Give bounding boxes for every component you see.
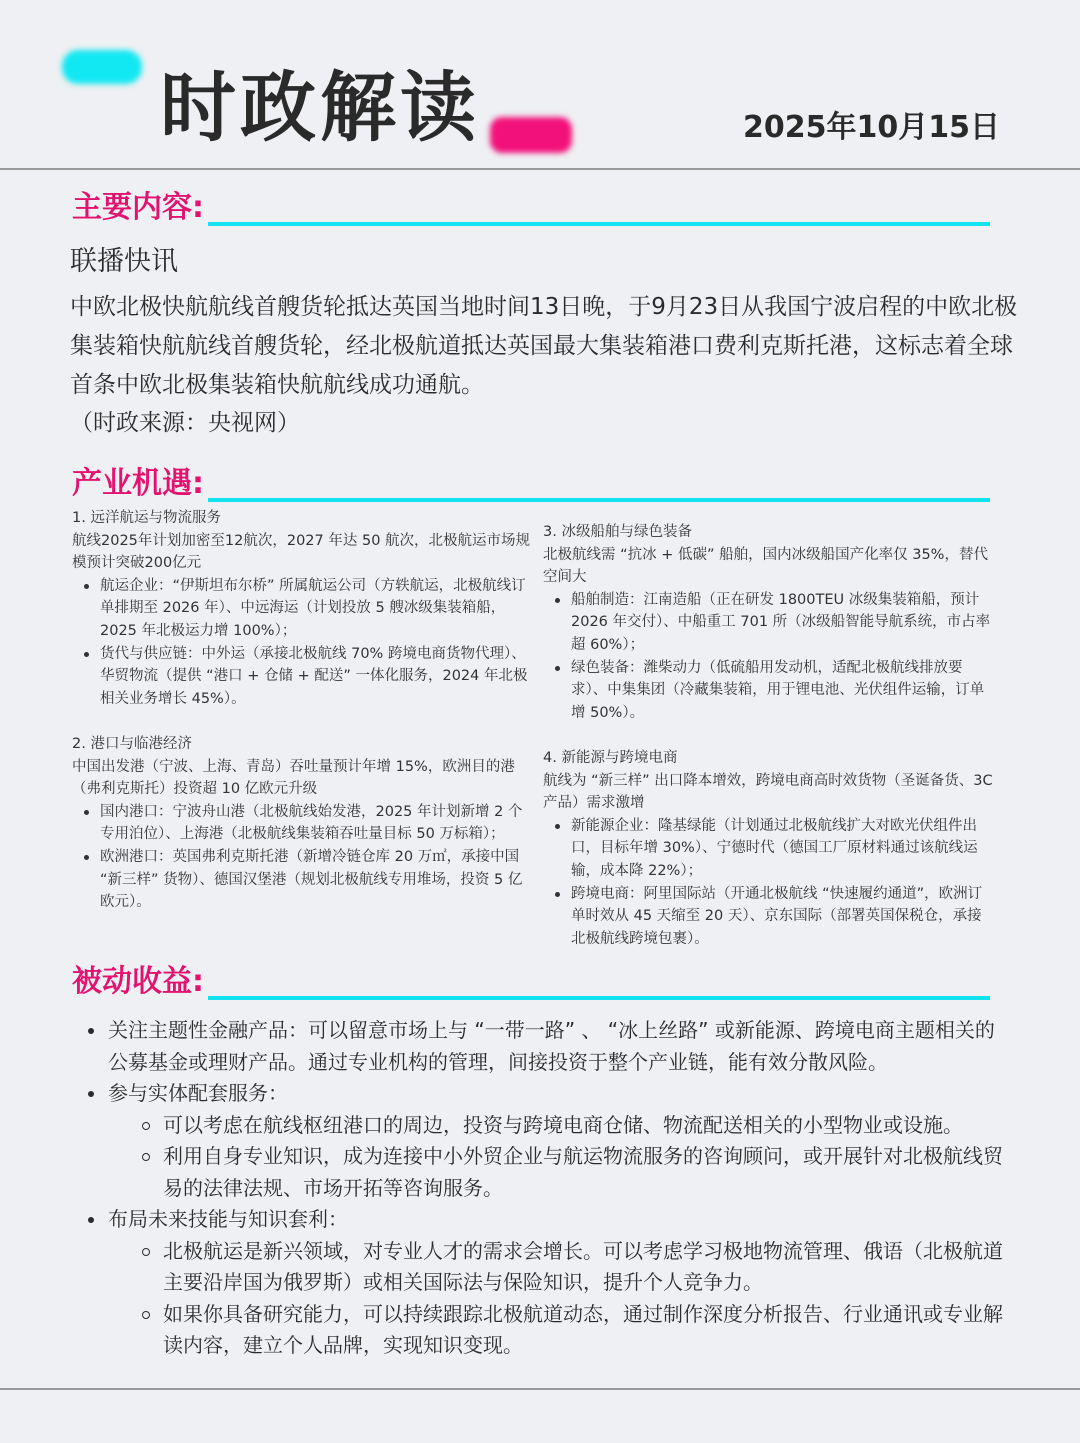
- section-heading-industry: [72, 464, 990, 504]
- list-item: 船舶制造：江南造船（正在研发 1800TEU 冰级集装箱船，预计 2026 年交付）、中船重工 701 所（冰级船智能导航系统，市占率超 60%）；: [543, 589, 993, 657]
- block-intro: 航线为 “新三样” 出口降本增效，跨境电商高时效货物（圣诞备货、3C 产品）需求激增: [543, 772, 993, 812]
- news-title: 联播快讯: [70, 246, 178, 277]
- list-item: [88, 1015, 1008, 1078]
- block-title: 1. 远洋航运与物流服务: [72, 510, 221, 526]
- list-item: 跨境电商：阿里国际站（开通北极航线 “快速履约通道”，欧洲订单时效从 45 天缩至 20 天）、京东国际（部署英国保税仓，承接北极航线跨境包裹）。: [543, 883, 993, 951]
- page-header: [0, 0, 1080, 170]
- list-item-text: 参与实体配套服务：: [108, 1081, 288, 1105]
- block-intro: 北极航线需 “抗冰 + 低碳” 船舶，国内冰级船国产化率仅 35%，替代空间大: [543, 546, 988, 586]
- list-item: 绿色装备：潍柴动力（低硫船用发动机，适配北极航线排放要求）、中集集团（冷藏集装箱，用于锂电池、光伏组件运输，订单增 50%）。: [543, 657, 993, 725]
- industry-block-1: [72, 507, 532, 710]
- section-label: 主要内容:: [72, 190, 204, 225]
- top-divider: [0, 168, 1080, 170]
- block-intro: 中国出发港（宁波、上海、青岛）吞吐量预计年增 15%，欧洲目的港（弗利克斯托）投资超 10 亿欧元升级: [72, 758, 515, 798]
- block-list: [72, 801, 532, 914]
- block-list: [543, 815, 993, 951]
- list-item-text: 关注主题性金融产品：可以留意市场上与 “一带一路” 、 “冰上丝路” 或新能源、跨境电商主题相关的公募基金或理财产品。通过专业机构的管理，间接投资于整个产业链，能有效分散风险。: [108, 1018, 995, 1074]
- news-source: （时政来源：央视网）: [70, 410, 300, 436]
- sub-list-item: 利用自身专业知识，成为连接中小外贸企业与航运物流服务的咨询顾问，或开展针对北极航线贸易的法律法规、市场开拓等咨询服务。: [108, 1141, 1008, 1204]
- section-underline: [208, 222, 990, 226]
- list-item: 航运企业：“伊斯坦布尔桥” 所属航运公司（方轶航运，北极航线订单排期至 2026 年）、中远海运（计划投放 5 艘冰级集装箱船，2025 年北极运力增 100%）；: [72, 575, 532, 643]
- decorative-cyan-brush: [62, 50, 142, 84]
- industry-block-3: [543, 521, 993, 724]
- section-label: 被动收益:: [72, 964, 204, 999]
- block-title: 4. 新能源与跨境电商: [543, 750, 678, 766]
- block-list: [543, 589, 993, 725]
- list-item: [88, 1204, 1008, 1362]
- section-heading-passive-income: [72, 962, 990, 1002]
- section-label: 产业机遇:: [72, 466, 204, 501]
- sub-list-item: 北极航运是新兴领域，对专业人才的需求会增长。可以考虑学习极地物流管理、俄语（北极航道主要沿岸国为俄罗斯）或相关国际法与保险知识，提升个人竞争力。: [108, 1236, 1008, 1299]
- sub-list-item: 如果你具备研究能力，可以持续跟踪北极航道动态，通过制作深度分析报告、行业通讯或专业解读内容，建立个人品牌，实现知识变现。: [108, 1299, 1008, 1362]
- list-item-text: 布局未来技能与知识套利：: [108, 1207, 348, 1231]
- section-underline: [208, 498, 990, 502]
- block-title: 2. 港口与临港经济: [72, 736, 192, 752]
- sub-list-item: 可以考虑在航线枢纽港口的周边，投资与跨境电商仓储、物流配送相关的小型物业或设施。: [108, 1110, 1008, 1142]
- list-item: 欧洲港口：英国弗利克斯托港（新增冷链仓库 20 万㎡，承接中国 “新三样” 货物）、德国汉堡港（规划北极航线专用堆场，投资 5 亿欧元）。: [72, 846, 532, 914]
- block-list: [72, 575, 532, 711]
- block-intro: 航线2025年计划加密至12航次，2027 年达 50 航次，北极航运市场规模预计突破200亿元: [72, 532, 531, 572]
- industry-block-4: [543, 747, 993, 950]
- industry-block-2: [72, 733, 532, 914]
- section-heading-main-content: [72, 188, 990, 228]
- section-underline: [208, 996, 990, 1000]
- bottom-divider: [0, 1388, 1080, 1390]
- list-item: 新能源企业：隆基绿能（计划通过北极航线扩大对欧光伏组件出口，目标年增 30%）、宁德时代（德国工厂原材料通过该航线运输，成本降 22%）；: [543, 815, 993, 883]
- list-item: 国内港口：宁波舟山港（北极航线始发港，2025 年计划新增 2 个专用泊位）、上海港（北极航线集装箱吞吐量目标 50 万标箱）；: [72, 801, 532, 846]
- block-title: 3. 冰级船舶与绿色装备: [543, 524, 692, 540]
- page-title: 时政解读: [160, 63, 480, 152]
- passive-income-list: [88, 1015, 1008, 1362]
- page-date: 2025年10月15日: [743, 110, 1000, 145]
- list-item: 货代与供应链：中外运（承接北极航线 70% 跨境电商货物代理）、华贸物流（提供 “港口 + 仓储 + 配送” 一体化服务，2024 年北极相关业务增长 45%）。: [72, 643, 532, 711]
- news-body: 中欧北极快航航线首艘货轮抵达英国当地时间13日晚，于9月23日从我国宁波启程的中欧北极集装箱快航航线首艘货轮，经北极航道抵达英国最大集装箱港口费利克斯托港，这标志着全球首条中欧北极集装箱快航航线成功通航。: [70, 294, 1018, 398]
- decorative-pink-brush: [490, 117, 572, 153]
- list-item: [88, 1078, 1008, 1204]
